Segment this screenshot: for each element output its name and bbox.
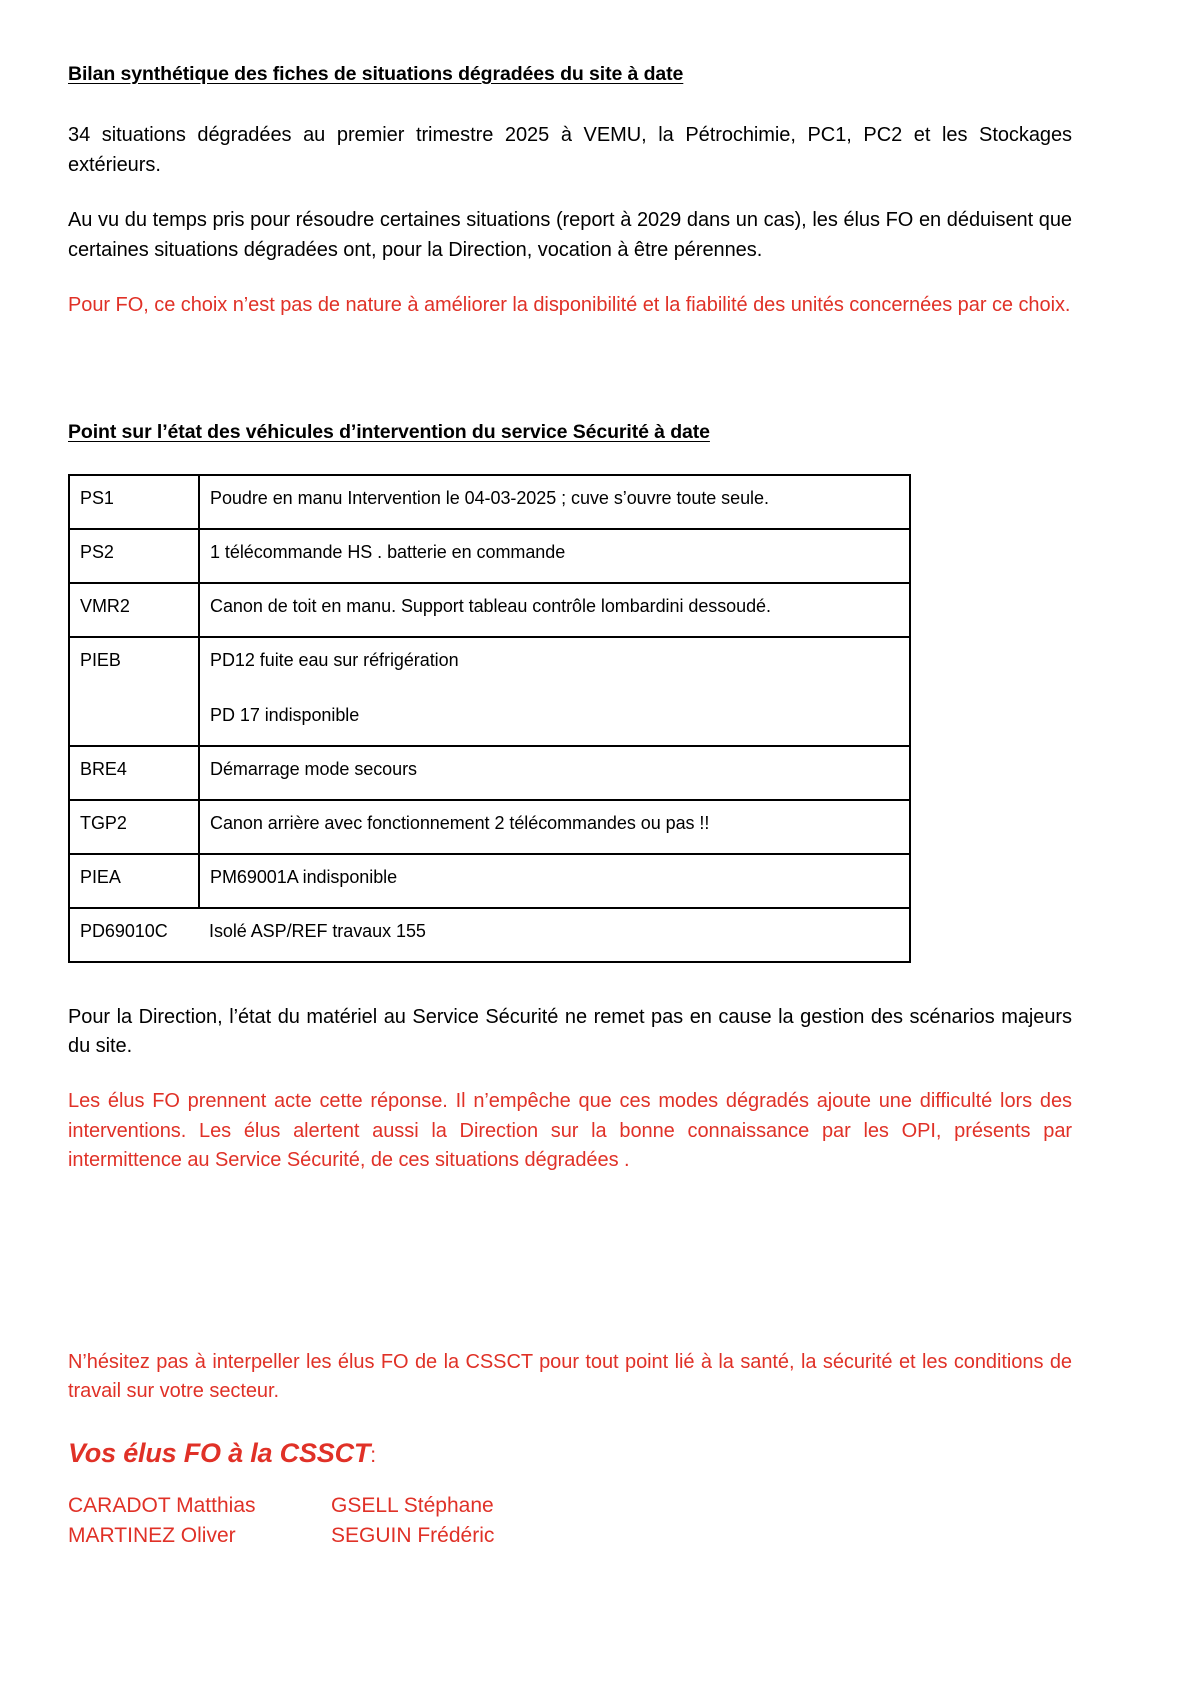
closing-paragraph: N’hésitez pas à interpeller les élus FO de la CSSCT pour tout point lié à la santé, la sécurité et les conditions de travail sur votre secteur. xyxy=(68,1350,1072,1402)
table-row xyxy=(69,583,910,637)
section-1-paragraph-2: Au vu du temps pris pour résoudre certaines situations (report à 2029 dans un cas), les élus FO en déduisent que certaines situations dégradées ont, pour la Direction, vocation à être pérennes. xyxy=(68,209,1072,261)
vehicle-code: BRE4 xyxy=(69,746,199,800)
vehicle-detail: Démarrage mode secours xyxy=(199,746,910,800)
table-row xyxy=(69,637,910,746)
names-row xyxy=(68,1521,1072,1551)
section-1-heading: Bilan synthétique des fiches de situations dégradées du site à date xyxy=(68,63,684,85)
table-row xyxy=(69,529,910,583)
section-2-paragraph-1: Pour la Direction, l’état du matériel au Service Sécurité ne remet pas en cause la gestion des scénarios majeurs du site. xyxy=(68,1005,1072,1058)
section-1-paragraph-3-fo-comment: Pour FO, ce choix n’est pas de nature à améliorer la disponibilité et la fiabilité des unités concernées par ce choix. xyxy=(68,293,1071,316)
vehicle-detail: Poudre en manu Intervention le 04-03-2025 ; cuve s’ouvre toute seule. xyxy=(199,475,910,529)
table-body xyxy=(69,475,910,962)
table-row xyxy=(69,908,910,962)
vehicle-detail: Canon de toit en manu. Support tableau contrôle lombardini dessoudé. xyxy=(199,583,910,637)
signature-title xyxy=(68,1438,1072,1469)
member-name: CARADOT Matthias xyxy=(68,1494,256,1518)
vehicle-detail-line-2: PD 17 indisponible xyxy=(210,704,360,725)
spacer xyxy=(68,1469,1072,1491)
spacer xyxy=(68,265,1072,291)
spacer xyxy=(68,963,1072,1003)
section-2-heading: Point sur l’état des véhicules d’intervention du service Sécurité à date xyxy=(68,421,710,444)
vehicle-code: PS2 xyxy=(69,529,199,583)
vehicle-detail: 1 télécommande HS . batterie en commande xyxy=(199,529,910,583)
table-row xyxy=(69,746,910,800)
spacer xyxy=(68,320,1072,420)
vehicle-code: TGP2 xyxy=(69,800,199,854)
names-row xyxy=(68,1491,1072,1521)
table-row xyxy=(69,854,910,908)
signature-title-text: Vos élus FO à la CSSCT xyxy=(68,1438,371,1469)
signature-title-colon: : xyxy=(370,1444,376,1468)
spacer xyxy=(68,1176,1072,1348)
table-row xyxy=(69,475,910,529)
elected-members-list xyxy=(68,1491,1072,1551)
vehicle-detail: Isolé ASP/REF travaux 155 xyxy=(209,920,426,941)
vehicle-detail: Canon arrière avec fonctionnement 2 télécommandes ou pas !! xyxy=(199,800,910,854)
vehicle-code: PIEB xyxy=(69,637,199,746)
vehicle-detail-line-1: PD12 fuite eau sur réfrigération xyxy=(210,649,459,670)
vehicle-code: PD69010C xyxy=(80,920,168,941)
table-row xyxy=(69,800,910,854)
vehicle-code: VMR2 xyxy=(69,583,199,637)
member-name: GSELL Stéphane xyxy=(331,1494,494,1518)
section-2-paragraph-2-fo-comment: Les élus FO prennent acte cette réponse. Il n’empêche que ces modes dégradés ajoute une difficulté lors des interventions. Les élus alertent aussi la Direction sur la bonne connaissance par les OPI, présents par intermittence au Service Sécurité, de ces situations dégradées . xyxy=(68,1090,1072,1172)
section-1-paragraph-1: 34 situations dégradées au premier trimestre 2025 à VEMU, la Pétrochimie, PC1, PC2 et les Stockages extérieurs. xyxy=(68,124,1072,176)
vehicle-detail: PM69001A indisponible xyxy=(199,854,910,908)
vehicle-code: PIEA xyxy=(69,854,199,908)
spacer xyxy=(68,87,1072,121)
spacer xyxy=(68,180,1072,206)
member-name: SEGUIN Frédéric xyxy=(331,1524,495,1548)
vehicles-status-table xyxy=(68,474,911,963)
spacer xyxy=(68,1406,1072,1438)
vehicle-code: PS1 xyxy=(69,475,199,529)
spacer xyxy=(68,1061,1072,1087)
member-name: MARTINEZ Oliver xyxy=(68,1524,236,1548)
vehicle-detail xyxy=(199,637,910,746)
spacer xyxy=(68,446,1072,474)
